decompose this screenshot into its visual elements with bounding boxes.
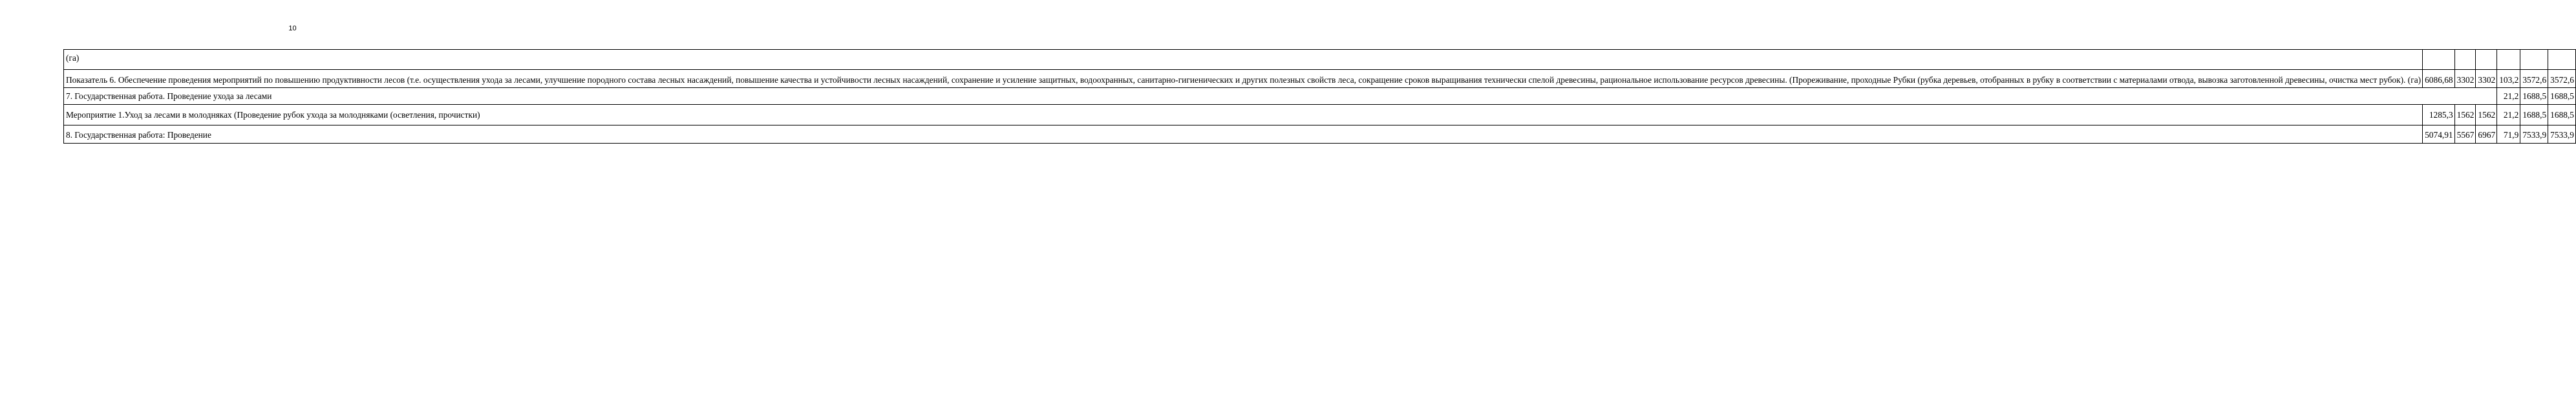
cell-indicator-6-text: Показатель 6. Обеспечение проведения мероприятий по повышению продуктивности лесов (т.е. осуществления ухода за лесами, улучшение породного состава лесных насаждений, повышение качества и устойчивости лесных насаждений, сохранение и усиление защитных, водоохранных, санитарно-гигиенических и других полезных свойств леса, сокращение сроков выращивания технически спелой древесины, рациональное использование ресурсов древесины. (Прореживание, проходные Рубки (рубка деревьев, отобранных в рубку в соответствии с материалами отвода, вывозка заготовленной древесины, очистка мест рубок). (га) [64, 70, 2423, 88]
cell-empty [2454, 50, 2476, 70]
cell-indicator-6-value-6: 3572,6 [2548, 70, 2576, 88]
cell-empty [2497, 50, 2520, 70]
indicators-table [63, 49, 2576, 144]
cell-indicator-6-value-4: 103,2 [2497, 70, 2520, 88]
cell-empty [2476, 50, 2497, 70]
cell-event-1-value-5: 1688,5 [2520, 104, 2548, 125]
cell-event-1-value-1: 1285,3 [2423, 104, 2455, 125]
cell-indicator-6-value-1: 6086,68 [2423, 70, 2455, 88]
cell-work-7-value-5: 1688,5 [2520, 88, 2548, 104]
table-row-work-8 [64, 125, 2576, 143]
cell-empty [2548, 50, 2576, 70]
page-number: 10 [288, 25, 297, 32]
cell-empty [2423, 50, 2455, 70]
cell-event-1-text: Мероприятие 1.Уход за лесами в молодняках (Проведение рубок ухода за молодняками (осветления, прочистки) [64, 104, 2423, 125]
cell-work-8-text: 8. Государственная работа: Проведение [64, 125, 2423, 143]
cell-indicator-6-value-3: 3302 [2476, 70, 2497, 88]
cell-work-7-value-6: 1688,5 [2548, 88, 2576, 104]
cell-event-1-value-6: 1688,5 [2548, 104, 2576, 125]
cell-indicator-6-value-2: 3302 [2454, 70, 2476, 88]
cell-work-8-value-5: 7533,9 [2520, 125, 2548, 143]
cell-work-7-text: 7. Государственная работа. Проведение ухода за лесами [64, 88, 2497, 104]
table-row-indicator-6 [64, 70, 2576, 88]
table-row-work-7 [64, 88, 2576, 104]
cell-work-8-value-3: 6967 [2476, 125, 2497, 143]
cell-event-1-value-3: 1562 [2476, 104, 2497, 125]
cell-work-8-value-1: 5074,91 [2423, 125, 2455, 143]
table-row-event-1 [64, 104, 2576, 125]
cell-empty [2520, 50, 2548, 70]
cell-work-8-value-4: 71,9 [2497, 125, 2520, 143]
cell-work-8-value-2: 5567 [2454, 125, 2476, 143]
table-row-unit [64, 50, 2576, 70]
cell-event-1-value-2: 1562 [2454, 104, 2476, 125]
cell-work-8-value-6: 7533,9 [2548, 125, 2576, 143]
cell-indicator-6-value-5: 3572,6 [2520, 70, 2548, 88]
cell-unit-label: (га) [64, 50, 2423, 70]
cell-work-7-value-4: 21,2 [2497, 88, 2520, 104]
cell-event-1-value-4: 21,2 [2497, 104, 2520, 125]
